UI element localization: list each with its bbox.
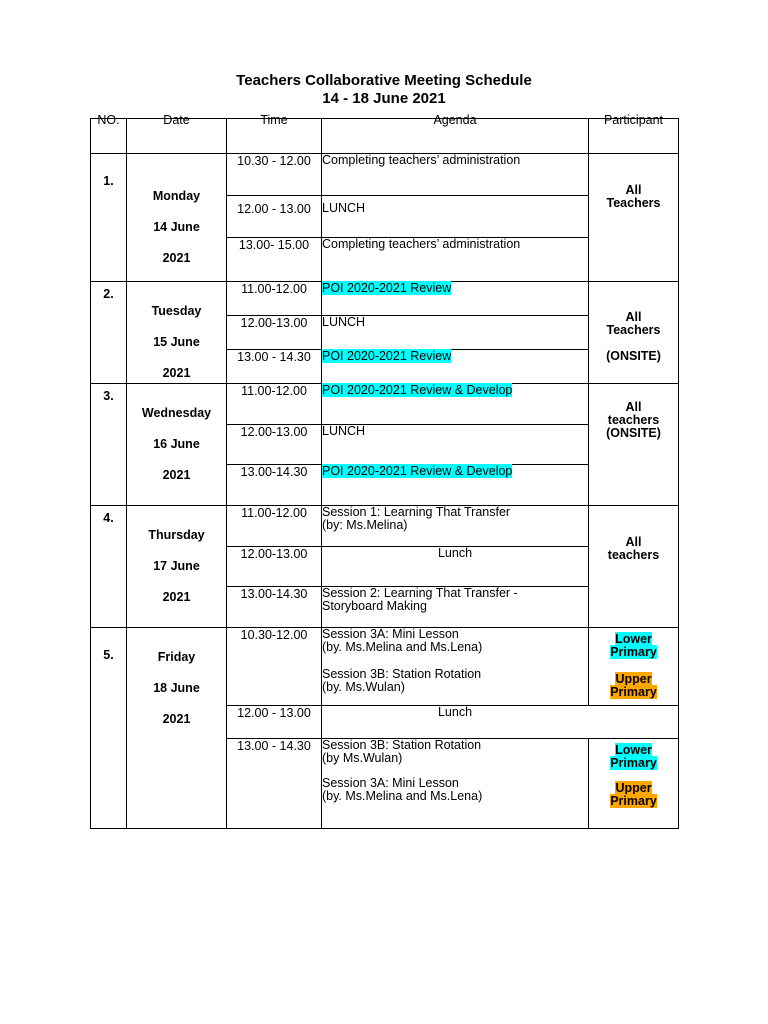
table-row: [91, 154, 679, 196]
participant-cell: All teachers (ONSITE): [589, 384, 679, 506]
day-number: 3.: [91, 384, 127, 506]
participant-cell: [589, 739, 679, 829]
table-row: [91, 384, 679, 425]
time-cell: 11.00-12.00: [227, 282, 322, 316]
time-cell: 12.00-13.00: [227, 547, 322, 587]
time-cell: 13.00- 15.00: [227, 238, 322, 282]
time-cell: 12.00 - 13.00: [227, 196, 322, 238]
time-cell: 11.00-12.00: [227, 506, 322, 547]
day-number: 2.: [91, 282, 127, 384]
day-date: Thursday 17 June 2021: [127, 506, 227, 628]
header-date: Date: [127, 119, 227, 154]
agenda-cell: LUNCH: [322, 316, 589, 350]
participant-cell: All Teachers: [589, 154, 679, 282]
table-row: [91, 506, 679, 547]
participant-cell: All Teachers (ONSITE): [589, 282, 679, 384]
upper-primary-label: Upper Primary: [610, 672, 657, 699]
agenda-cell: Lunch: [322, 547, 589, 587]
day-number: 4.: [91, 506, 127, 628]
day-date: Friday 18 June 2021: [127, 628, 227, 829]
header-time: Time: [227, 119, 322, 154]
lower-primary-label: Lower Primary: [610, 743, 657, 770]
agenda-cell: Session 1: Learning That Transfer (by: Ms.Melina): [322, 506, 589, 547]
header-row: [91, 119, 679, 154]
day-number: 5.: [91, 628, 127, 829]
participant-cell: [589, 628, 679, 706]
schedule-table: [90, 113, 679, 829]
document-title: [0, 72, 768, 108]
header-agenda: Agenda: [322, 119, 589, 154]
agenda-cell: [322, 465, 589, 506]
time-cell: 13.00-14.30: [227, 465, 322, 506]
agenda-cell: Session 2: Learning That Transfer - Storyboard Making: [322, 587, 589, 628]
agenda-cell: [322, 350, 589, 384]
time-cell: 13.00 - 14.30: [227, 350, 322, 384]
header-participant: Participant: [589, 119, 679, 154]
upper-primary-label: Upper Primary: [610, 781, 657, 808]
title-line-1: Teachers Collaborative Meeting Schedule: [236, 72, 532, 89]
table-row: [91, 282, 679, 316]
agenda-cell: Lunch: [322, 706, 679, 739]
highlighted-agenda: POI 2020-2021 Review: [322, 349, 452, 363]
agenda-cell: Session 3B: Station Rotation (by Ms.Wulan) Session 3A: Mini Lesson (by. Ms.Melina and Ms.Lena): [322, 739, 589, 829]
time-cell: 10.30-12.00: [227, 628, 322, 706]
day-date: Monday 14 June 2021: [127, 154, 227, 282]
day-date: Wednesday 16 June 2021: [127, 384, 227, 506]
table-row: [91, 628, 679, 706]
highlighted-agenda: POI 2020-2021 Review & Develop: [322, 383, 513, 397]
agenda-cell: Completing teachers’ administration: [322, 238, 589, 282]
agenda-cell: LUNCH: [322, 425, 589, 465]
title-line-2: 14 - 18 June 2021: [322, 90, 446, 107]
participant-cell: All teachers: [589, 506, 679, 628]
day-date: Tuesday 15 June 2021: [127, 282, 227, 384]
agenda-cell: Session 3A: Mini Lesson (by. Ms.Melina and Ms.Lena) Session 3B: Station Rotation (by. Ms.Wulan): [322, 628, 589, 706]
time-cell: 11.00-12.00: [227, 384, 322, 425]
time-cell: 12.00 - 13.00: [227, 706, 322, 739]
time-cell: 13.00-14.30: [227, 587, 322, 628]
time-cell: 12.00-13.00: [227, 425, 322, 465]
highlighted-agenda: POI 2020-2021 Review: [322, 281, 452, 295]
highlighted-agenda: POI 2020-2021 Review & Develop: [322, 464, 513, 478]
time-cell: 13.00 - 14.30: [227, 739, 322, 829]
agenda-cell: [322, 282, 589, 316]
time-cell: 12.00-13.00: [227, 316, 322, 350]
header-no: NO.: [91, 119, 127, 154]
agenda-cell: [322, 384, 589, 425]
time-cell: 10.30 - 12.00: [227, 154, 322, 196]
agenda-cell: Completing teachers’ administration: [322, 154, 589, 196]
agenda-cell: LUNCH: [322, 196, 589, 238]
day-number: 1.: [91, 154, 127, 282]
lower-primary-label: Lower Primary: [610, 632, 657, 659]
